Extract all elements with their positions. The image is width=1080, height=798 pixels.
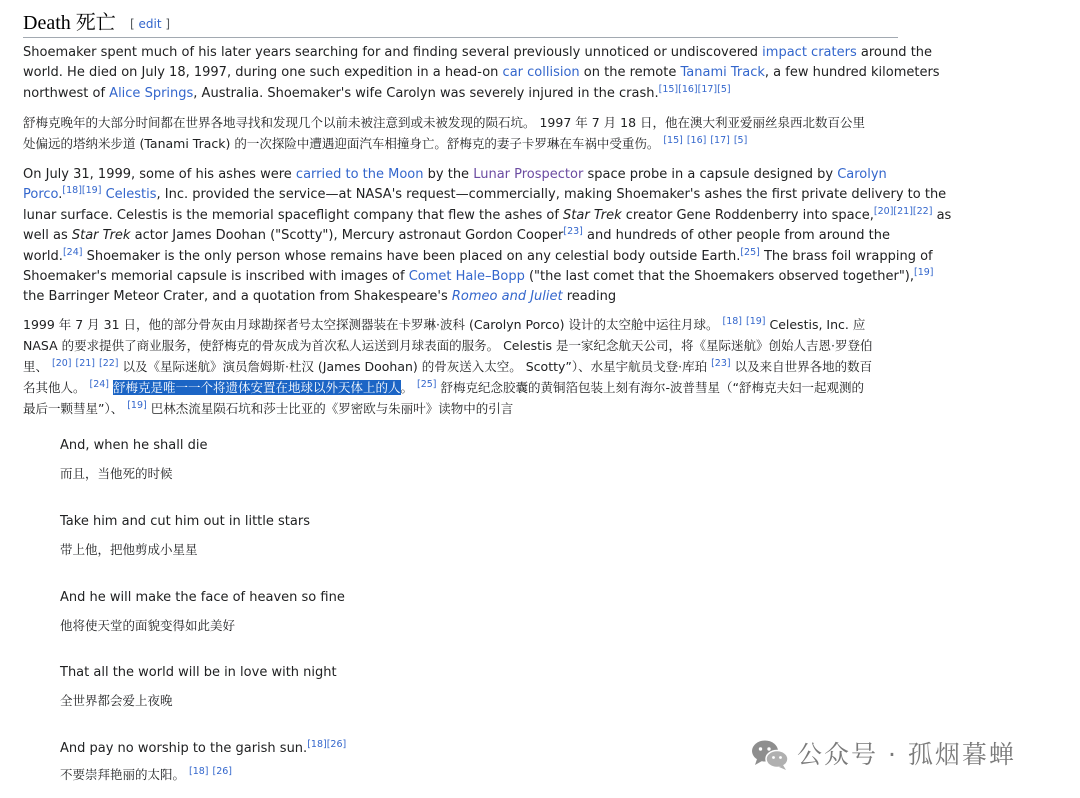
citation-refs[interactable]: [18][19] xyxy=(62,185,102,197)
citation-ref[interactable]: [15] xyxy=(663,135,683,146)
poem-line-en: And pay no worship to the garish sun.[18][26] xyxy=(60,739,347,756)
link-comet-hale-bopp[interactable]: Comet Hale–Bopp xyxy=(408,268,525,284)
edit-link[interactable]: edit xyxy=(138,17,162,31)
link-alice-springs[interactable]: Alice Springs xyxy=(109,85,194,101)
link-celestis[interactable]: Celestis xyxy=(105,187,157,203)
citation-ref[interactable]: [21] xyxy=(75,358,95,369)
section-title: Death 死亡 xyxy=(23,12,116,34)
link-romeo-and-juliet[interactable]: Romeo and Juliet xyxy=(451,289,563,305)
citation-ref[interactable]: [17] xyxy=(710,135,730,146)
citation-ref[interactable]: [5] xyxy=(733,135,748,146)
edit-section: [ edit ] xyxy=(130,17,171,31)
selected-text[interactable]: 舒梅克是唯一一个将遗体安置在地球以外天体上的人 xyxy=(112,380,401,395)
citation-ref[interactable]: [19] xyxy=(745,316,766,327)
link-carolyn-porco-cont[interactable]: Porco xyxy=(23,187,59,203)
citation-ref[interactable]: [19] xyxy=(914,266,934,278)
paragraph-zh-2: 1999 年 7 月 31 日，他的部分骨灰由月球勘探者号太空探测器装在卡罗琳·波科 (Carolyn Porco) 设计的太空舱中运往月球。 [18] [19] Celestis, Inc. 应 NASA 的要求提供了商业服务，使舒梅克的骨灰成为首次私人运送到月球表面的服务。 Celestis 是一家纪念航天公司，将《星际迷航》创始人吉恩·罗登伯 里、 [20] [21] [22] 以及《星际迷航》演员詹姆斯·杜汉 (James Doohan) 的骨灰送入太空。 Scotty”）、水星宇航员戈登·库珀 [23] 以及来自世界各地的数百 名其他人。 [24] 舒梅克是唯一一个将遗体安置在地球以外天体上的人。 [25] 舒梅克纪念胶囊的黄铜箔包装上刻有海尔-波普彗星（“舒梅克夫妇一起观测的 最后一颗彗星”）、 [19] 巴林杰流星陨石坑和莎士比亚的《罗密欧与朱丽叶》读物中的引言 xyxy=(23,316,873,416)
watermark-text: 公众号 · 孤烟暮蝉 xyxy=(797,740,1016,769)
citation-ref[interactable]: [20] xyxy=(51,358,72,369)
paragraph-en-1: Shoemaker spent much of his later years searching for and finding several previously unnoticed or undiscovered impact craters around the world. He died on July 18, 1997, during one such expedition in a head-on car collision on the remote Tanami Track, a few hundred kilometers northwest of Alice Springs, Australia. Shoemaker's wife Carolyn was severely injured in the crash.[15][16][17][5] xyxy=(23,45,940,101)
link-impact-craters[interactable]: impact craters xyxy=(762,45,857,60)
watermark xyxy=(750,737,1060,773)
poem-line-en: And he will make the face of heaven so fine xyxy=(60,590,345,605)
citation-refs[interactable]: [18][26] xyxy=(307,739,347,750)
poem-line-en: And, when he shall die xyxy=(60,438,208,453)
citation-ref[interactable]: [18] xyxy=(189,766,209,777)
section-heading xyxy=(23,10,898,38)
poem-line-zh: 全世界都会爱上夜晚 xyxy=(60,693,173,708)
citation-ref[interactable]: [16] xyxy=(686,135,707,146)
poem-line-zh: 他将使天堂的面貌变得如此美好 xyxy=(60,618,236,633)
citation-ref[interactable]: [26] xyxy=(212,766,233,777)
citation-ref[interactable]: [23] xyxy=(711,358,731,369)
poem-line-en: That all the world will be in love with night xyxy=(60,665,337,680)
citation-refs[interactable]: [20][21][22] xyxy=(873,205,933,217)
poem-line-zh: 带上他，把他剪成小星星 xyxy=(60,542,198,557)
citation-ref[interactable]: [25] xyxy=(416,379,437,390)
citation-ref[interactable]: [23] xyxy=(563,226,583,238)
link-car-collision[interactable]: car collision xyxy=(502,65,580,81)
poem-line-zh: 而且，当他死的时候 xyxy=(60,466,173,481)
poem-line-en: Take him and cut him out in little stars xyxy=(60,514,310,529)
link-tanami-track[interactable]: Tanami Track xyxy=(680,65,765,81)
link-carolyn-porco[interactable]: Carolyn xyxy=(837,167,887,182)
poem-line-zh: 不要崇拜艳丽的太阳。 [18] [26] xyxy=(60,766,233,782)
link-lunar-prospector[interactable]: Lunar Prospector xyxy=(473,167,584,182)
citation-refs[interactable]: [15][16][17][5] xyxy=(658,83,731,95)
wechat-icon xyxy=(750,738,790,772)
citation-ref[interactable]: [24] xyxy=(62,246,83,258)
citation-ref[interactable]: [25] xyxy=(740,246,760,258)
citation-ref[interactable]: [22] xyxy=(98,358,119,369)
paragraph-en-2: On July 31, 1999, some of his ashes were carried to the Moon by the Lunar Prospector space probe in a capsule designed by Carolyn Porco.[18][19] Celestis, Inc. provided the service—at NASA's request—commercially, making Shoemaker's ashes the first private delivery to the lunar surface. Celestis is the memorial spaceflight company that flew the ashes of Star Trek creator Gene Roddenberry into space,[20][21][22] as well as Star Trek actor James Doohan ("Scotty"), Mercury astronaut Gordon Cooper[23] and hundreds of other people from around the world.[24] Shoemaker is the only person whose remains have been placed on any celestial body outside Earth.[25] The brass foil wrapping of Shoemaker's memorial capsule is inscribed with images of Comet Hale–Bopp ("the last comet that the Shoemakers observed together"),[19] the Barringer Meteor Crater, and a quotation from Shakespeare's Romeo and Juliet reading xyxy=(23,167,952,305)
citation-ref[interactable]: [18] xyxy=(722,316,742,327)
citation-ref[interactable]: [19] xyxy=(127,400,147,411)
paragraph-zh-1: 舒梅克晚年的大部分时间都在世界各地寻找和发现几个以前未被注意到或未被发现的陨石坑。 1997 年 7 月 18 日，他在澳大利亚爱丽丝泉西北数百公里 处偏远的塔纳米步道 (Tanami Track) 的一次探险中遭遇迎面汽车相撞身亡。舒梅克的妻子卡罗琳在车祸中受重伤。 [15] [16] [17] [5] xyxy=(23,115,866,151)
link-carried-to-the-moon[interactable]: carried to the Moon xyxy=(295,167,424,182)
citation-ref[interactable]: [24] xyxy=(89,379,109,390)
